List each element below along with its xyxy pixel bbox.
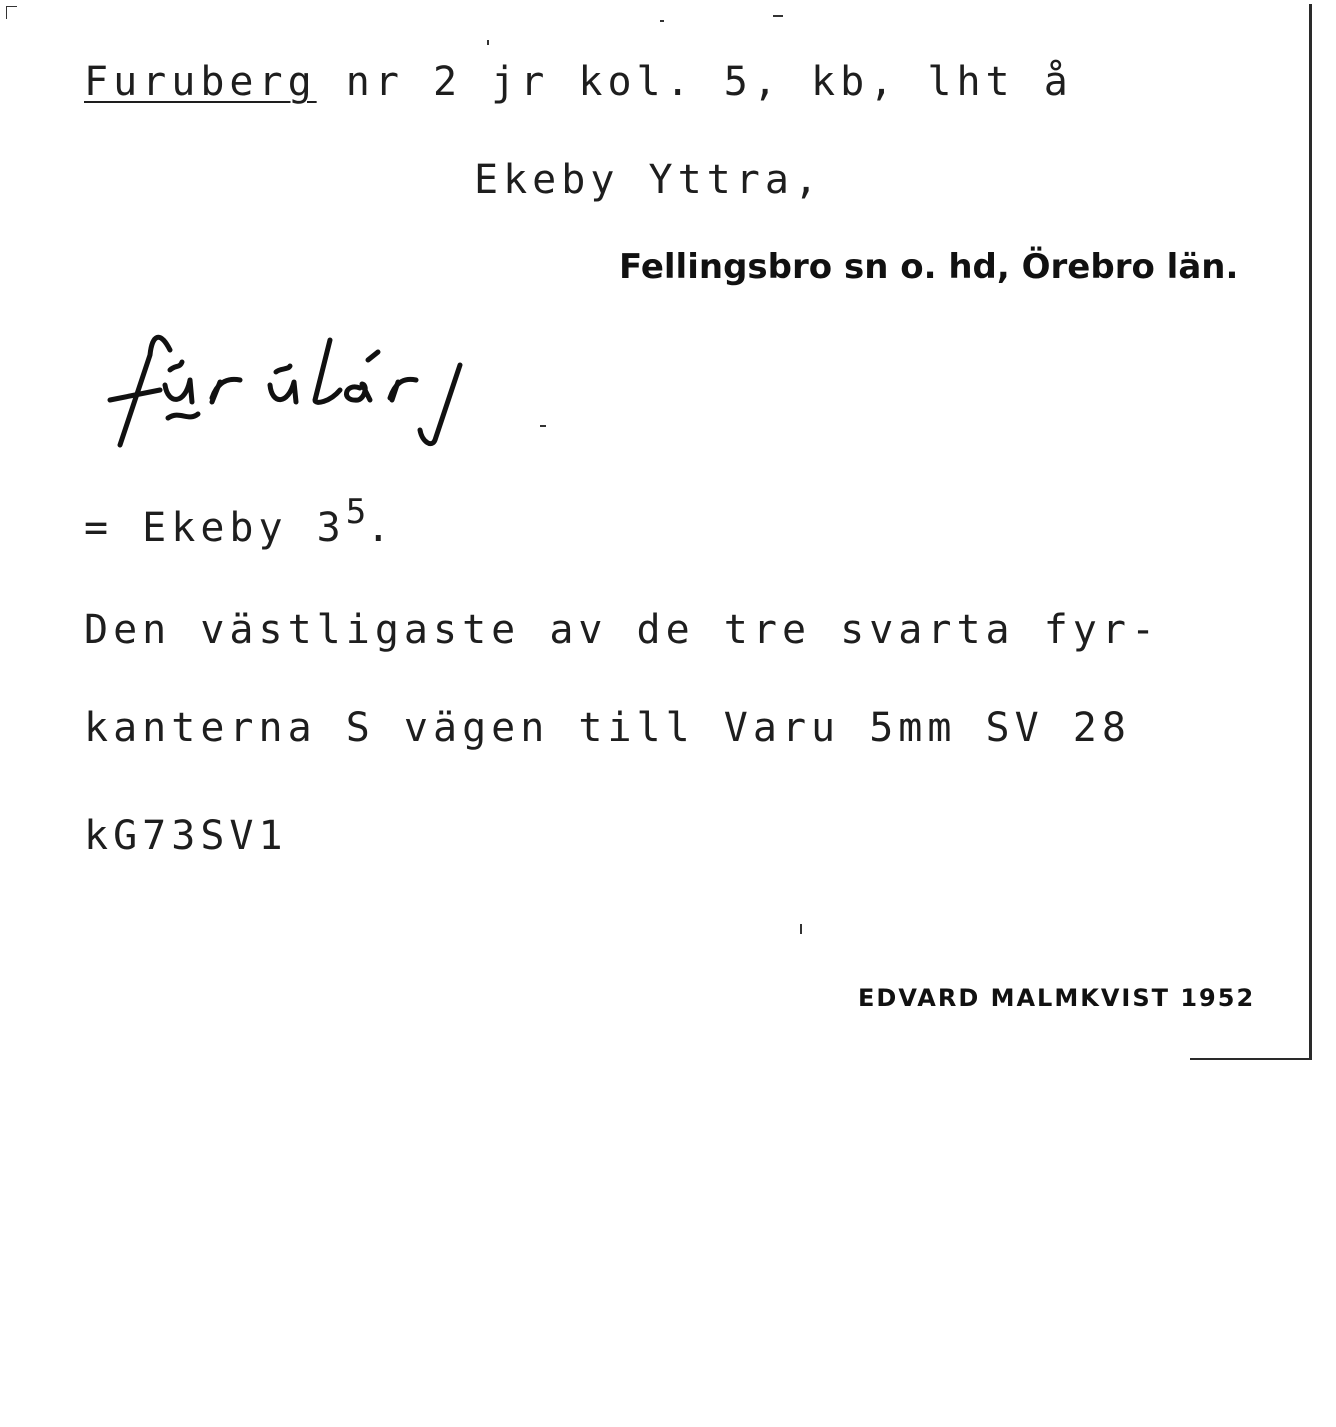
description-line-1: Den västligaste av de tre svarta fyr- <box>84 607 1161 653</box>
cross-reference: = Ekeby 3 <box>84 505 346 551</box>
speck <box>487 40 489 45</box>
card-line-2: Ekeby Yttra, <box>474 157 823 203</box>
handwritten-pronunciation <box>100 310 560 460</box>
cross-reference-end: . <box>366 505 396 551</box>
cross-reference-superscript: 5 <box>345 492 367 532</box>
cross-reference-line <box>84 492 396 551</box>
card-line-1 <box>84 59 1073 105</box>
description-line-2: kanterna S vägen till Varu 5mm SV 28 <box>84 705 1131 751</box>
card-border-bottom <box>1190 1058 1312 1060</box>
place-name: Furuberg <box>84 59 317 105</box>
place-details: nr 2 jr kol. 5, kb, lht å <box>316 59 1073 105</box>
map-reference: kG73SV1 <box>84 813 288 859</box>
collector-stamp: EDVARD MALMKVIST 1952 <box>858 984 1256 1012</box>
speck <box>800 924 802 934</box>
parish-stamp: Fellingsbro sn o. hd, Örebro län. <box>619 247 1239 287</box>
card-corner-mark <box>6 6 17 19</box>
card-border-right <box>1309 4 1312 1060</box>
speck <box>773 15 783 17</box>
speck <box>660 20 664 22</box>
